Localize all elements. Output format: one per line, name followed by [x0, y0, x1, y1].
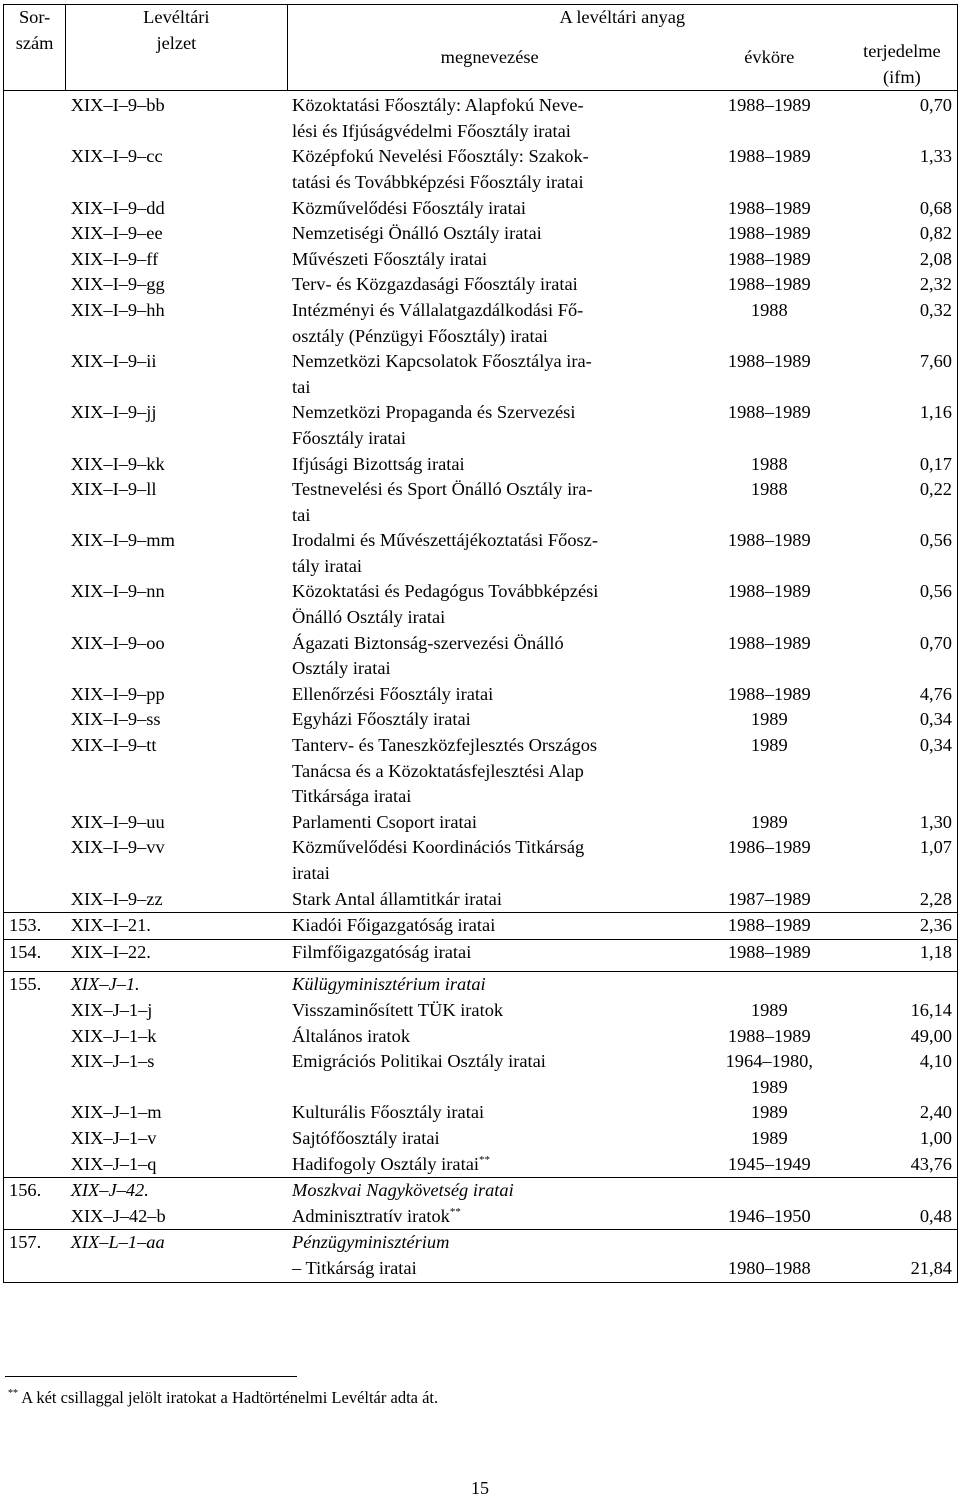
row-terjedelem: 0,70	[847, 631, 958, 682]
table-body	[4, 91, 958, 913]
row-terjedelem: 0,82	[847, 221, 958, 247]
row-megnevezes: Külügyminisztérium iratai	[292, 974, 486, 995]
row-megnevezes: Közművelődési Koordinációs Titkárság iratai	[292, 837, 585, 883]
row-megnevezes: Közművelődési Főosztály iratai	[292, 197, 526, 218]
row-megnevezes: Tanterv- és Taneszközfejlesztés Országos Tanácsa és a Közoktatásfejlesztési Alap Titkársága iratai	[292, 735, 598, 807]
row-terjedelem: 2,28	[847, 887, 958, 913]
sub-evkor: 1980–1988	[692, 1256, 847, 1282]
row-megnevezes: Művészeti Főosztály iratai	[292, 248, 488, 269]
row-jelzet: XIX–I–9–nn	[70, 581, 165, 602]
row-sorszam: 157.	[4, 1230, 66, 1256]
row-megnevezes: Irodalmi és Művészettájékoztatási Főosz- tály iratai	[292, 530, 598, 576]
row-sorszam	[4, 682, 66, 708]
table-row	[4, 682, 958, 708]
sub-jelzet: XIX–J–1–q	[66, 1152, 287, 1178]
sub-megnevezes: Emigrációs Politikai Osztály iratai	[292, 1051, 546, 1072]
footnote-marker: **	[8, 1388, 18, 1399]
table-row	[4, 452, 958, 478]
row-sorszam	[4, 91, 66, 145]
row-jelzet: XIX–I–9–cc	[70, 146, 163, 167]
row-jelzet: XIX–I–9–kk	[70, 453, 165, 474]
page-number: 15	[471, 1478, 489, 1498]
table-row	[4, 298, 958, 349]
row-jelzet: XIX–J–1.	[70, 974, 140, 995]
sub-megnevezes: Visszaminősített TÜK iratok	[292, 999, 504, 1020]
row-terjedelem	[847, 972, 958, 998]
row-evkor: 1988–1989	[727, 402, 811, 423]
table-row	[4, 528, 958, 579]
row-evkor: 1988–1989	[727, 274, 811, 295]
table-row	[4, 91, 958, 145]
row-evkor: 1988–1989	[692, 913, 847, 940]
row-sorszam	[4, 477, 66, 528]
header-anyag: A levéltári anyag	[287, 5, 957, 40]
row-sorszam	[4, 298, 66, 349]
row-evkor: 1988	[750, 299, 788, 320]
row-megnevezes: Nemzetközi Kapcsolatok Főosztálya ira- tai	[292, 351, 592, 397]
footnote-marker: **	[449, 1205, 461, 1218]
sub-megnevezes: Általános iratok	[292, 1025, 411, 1046]
row-terjedelem: 1,30	[847, 810, 958, 836]
row-evkor: 1988–1989	[727, 146, 811, 167]
sub-terjedelem: 4,10	[847, 1049, 958, 1100]
row-evkor: 1988–1989	[727, 683, 811, 704]
row-evkor: 1988–1989	[727, 351, 811, 372]
row-evkor	[692, 972, 847, 998]
archive-table	[3, 4, 958, 1283]
row-sorszam: 156.	[4, 1178, 66, 1204]
row-evkor: 1986–1989	[727, 837, 811, 858]
sub-megnevezes: – Titkárság iratai	[287, 1256, 692, 1282]
row-sorszam	[4, 400, 66, 451]
row-jelzet: XIX–I–9–pp	[70, 683, 165, 704]
table-row	[4, 477, 958, 528]
row-jelzet: XIX–I–9–ll	[70, 479, 157, 500]
entry-156	[4, 1178, 958, 1230]
row-jelzet: XIX–I–9–zz	[66, 887, 287, 913]
row-sorszam	[4, 631, 66, 682]
row-jelzet: XIX–J–42.	[70, 1180, 149, 1201]
row-evkor: 1988–1989	[727, 223, 811, 244]
row-sorszam	[4, 835, 66, 886]
sub-terjedelem: 49,00	[847, 1024, 958, 1050]
row-terjedelem: 0,34	[847, 707, 958, 733]
row-terjedelem: 0,56	[847, 528, 958, 579]
row-sorszam	[4, 887, 66, 913]
row-evkor: 1988–1989	[727, 530, 811, 551]
table-row	[4, 707, 958, 733]
row-megnevezes: Nemzetközi Propaganda és Szervezési Főosztály iratai	[292, 402, 576, 448]
row-evkor: 1988–1989	[727, 197, 811, 218]
row-sorszam	[4, 272, 66, 298]
row-sorszam	[4, 196, 66, 222]
row-evkor: 1988–1989	[727, 632, 811, 653]
row-sorszam	[4, 810, 66, 836]
sub-evkor: 1989	[750, 999, 788, 1020]
row-jelzet: XIX–I–9–mm	[70, 530, 175, 551]
sub-terjedelem: 16,14	[847, 998, 958, 1024]
footnote-separator	[5, 1376, 297, 1377]
row-evkor: 1988–1989	[727, 248, 811, 269]
row-terjedelem: 7,60	[847, 349, 958, 400]
row-evkor: 1989	[750, 811, 788, 832]
row-sorszam	[4, 452, 66, 478]
sub-evkor: 1988–1989	[727, 1025, 811, 1046]
row-jelzet: XIX–I–22.	[66, 939, 287, 972]
row-megnevezes: Kiadói Főigazgatóság iratai	[287, 913, 692, 940]
row-megnevezes: Közoktatási Főosztály: Alapfokú Neve- lési és Ifjúságvédelmi Főosztály iratai	[292, 95, 584, 141]
sub-terjedelem: 2,40	[847, 1100, 958, 1126]
table-row	[4, 810, 958, 836]
row-terjedelem: 0,68	[847, 196, 958, 222]
row-evkor: 1988	[750, 453, 788, 474]
row-jelzet: XIX–I–9–uu	[70, 811, 165, 832]
row-terjedelem: 2,36	[847, 913, 958, 940]
row-jelzet: XIX–I–9–oo	[70, 632, 165, 653]
header-megnevezese: megnevezése	[287, 39, 692, 91]
row-terjedelem: 2,32	[847, 272, 958, 298]
sub-terjedelem: 21,84	[847, 1256, 958, 1282]
row-jelzet: XIX–I–9–dd	[70, 197, 165, 218]
row-sorszam	[4, 528, 66, 579]
sub-evkor: 1945–1949	[692, 1152, 847, 1178]
row-megnevezes: Intézményi és Vállalatgazdálkodási Fő- osztály (Pénzügyi Főosztály) iratai	[292, 299, 584, 346]
sub-jelzet: XIX–J–42–b	[66, 1204, 287, 1230]
row-jelzet: XIX–I–9–ii	[70, 351, 157, 372]
header-sorszam: Sor- szám	[4, 5, 66, 91]
row-evkor: 1989	[750, 735, 788, 756]
header-evkore: évköre	[692, 39, 847, 91]
sub-evkor: 1946–1950	[692, 1204, 847, 1230]
row-jelzet: XIX–I–9–tt	[70, 735, 157, 756]
table-row	[4, 221, 958, 247]
row-sorszam: 155.	[4, 972, 66, 998]
row-megnevezes: Egyházi Főosztály iratai	[292, 709, 471, 730]
row-evkor: 1989	[750, 709, 788, 730]
sub-megnevezes: Kulturális Főosztály iratai	[292, 1102, 485, 1123]
sub-terjedelem: 0,48	[847, 1204, 958, 1230]
row-sorszam	[4, 144, 66, 195]
row-terjedelem: 1,18	[847, 939, 958, 972]
sub-jelzet: XIX–J–1–j	[70, 999, 153, 1020]
row-megnevezes: Ifjúsági Bizottság iratai	[292, 453, 465, 474]
row-megnevezes: Filmfőigazgatóság iratai	[287, 939, 692, 972]
row-terjedelem: 1,33	[847, 144, 958, 195]
row-jelzet: XIX–I–9–ee	[70, 223, 163, 244]
table-row	[4, 196, 958, 222]
sub-evkor: 1964–1980, 1989	[725, 1051, 813, 1097]
footnote: ** A két csillaggal jelölt iratokat a Hadtörténelmi Levéltár adta át.	[8, 1388, 439, 1407]
row-terjedelem: 0,32	[847, 298, 958, 349]
row-terjedelem: 0,22	[847, 477, 958, 528]
table-row	[4, 579, 958, 630]
entry-155	[4, 972, 958, 1178]
footnote-marker: **	[478, 1153, 490, 1166]
sub-megnevezes: Hadifogoly Osztály iratai**	[287, 1152, 692, 1178]
row-sorszam	[4, 349, 66, 400]
row-sorszam	[4, 247, 66, 273]
sub-terjedelem: 43,76	[847, 1152, 958, 1178]
header-jelzet: Levéltári jelzet	[66, 5, 287, 91]
row-megnevezes: Terv- és Közgazdasági Főosztály iratai	[292, 274, 578, 295]
row-jelzet: XIX–I–9–gg	[70, 274, 165, 295]
row-evkor: 1988	[750, 479, 788, 500]
row-sorszam: 153.	[4, 913, 66, 940]
sub-jelzet: XIX–J–1–k	[70, 1025, 157, 1046]
table-row	[4, 631, 958, 682]
row-jelzet: XIX–I–9–ss	[70, 709, 161, 730]
row-sorszam	[4, 707, 66, 733]
sub-terjedelem: 1,00	[847, 1126, 958, 1152]
row-megnevezes: Középfokú Nevelési Főosztály: Szakok- tatási és Továbbképzési Főosztály iratai	[292, 146, 589, 192]
sub-megnevezes: Sajtófőosztály iratai	[292, 1127, 440, 1148]
row-sorszam	[4, 579, 66, 630]
row-megnevezes: Moszkvai Nagykövetség iratai	[292, 1180, 514, 1201]
sub-jelzet: XIX–J–1–m	[70, 1102, 162, 1123]
row-megnevezes: Nemzetiségi Önálló Osztály iratai	[292, 223, 542, 244]
table-row	[4, 144, 958, 195]
header-terjedelme: terjedelme (ifm)	[847, 39, 958, 91]
table-row	[4, 733, 958, 810]
table-row	[4, 272, 958, 298]
row-jelzet: XIX–I–9–jj	[70, 402, 157, 423]
row-megnevezes: Parlamenti Csoport iratai	[292, 811, 477, 832]
table-row	[4, 887, 958, 913]
row-jelzet: XIX–I–9–vv	[70, 837, 165, 858]
row-sorszam	[4, 733, 66, 810]
row-megnevezes: Testnevelési és Sport Önálló Osztály ira- tai	[292, 479, 593, 525]
sub-jelzet: XIX–J–1–s	[70, 1051, 155, 1072]
table-row	[4, 400, 958, 451]
row-terjedelem: 4,76	[847, 682, 958, 708]
row-megnevezes: Ellenőrzési Főosztály iratai	[292, 683, 494, 704]
row-terjedelem: 1,16	[847, 400, 958, 451]
row-terjedelem: 0,56	[847, 579, 958, 630]
sub-jelzet: XIX–J–1–v	[70, 1127, 157, 1148]
row-evkor: 1988–1989	[692, 939, 847, 972]
entry-154	[4, 939, 958, 972]
table-row	[4, 835, 958, 886]
table-row	[4, 247, 958, 273]
row-megnevezes: Stark Antal államtitkár iratai	[287, 887, 692, 913]
row-jelzet: XIX–L–1–aa	[70, 1232, 165, 1253]
row-evkor: 1987–1989	[692, 887, 847, 913]
row-jelzet: XIX–I–9–bb	[70, 95, 165, 116]
sub-evkor: 1989	[750, 1127, 788, 1148]
row-sorszam	[4, 221, 66, 247]
row-megnevezes: Közoktatási és Pedagógus Továbbképzési Önálló Osztály iratai	[292, 581, 599, 628]
row-terjedelem: 1,07	[847, 835, 958, 886]
row-jelzet: XIX–I–9–hh	[70, 299, 165, 320]
entry-157	[4, 1230, 958, 1282]
row-terjedelem: 0,70	[847, 91, 958, 145]
table-row	[4, 349, 958, 400]
row-evkor: 1988–1989	[727, 95, 811, 116]
row-sorszam: 154.	[4, 939, 66, 972]
sub-megnevezes: Adminisztratív iratok**	[287, 1204, 692, 1230]
row-jelzet: XIX–I–21.	[66, 913, 287, 940]
row-terjedelem: 0,17	[847, 452, 958, 478]
row-evkor: 1988–1989	[727, 581, 811, 602]
row-megnevezes: Pénzügyminisztérium	[292, 1232, 450, 1253]
entry-153	[4, 913, 958, 940]
row-terjedelem: 0,34	[847, 733, 958, 810]
row-jelzet: XIX–I–9–ff	[70, 248, 159, 269]
sub-evkor: 1989	[750, 1102, 788, 1123]
row-terjedelem: 2,08	[847, 247, 958, 273]
row-megnevezes: Ágazati Biztonság-szervezési Önálló Osztály iratai	[292, 632, 564, 679]
